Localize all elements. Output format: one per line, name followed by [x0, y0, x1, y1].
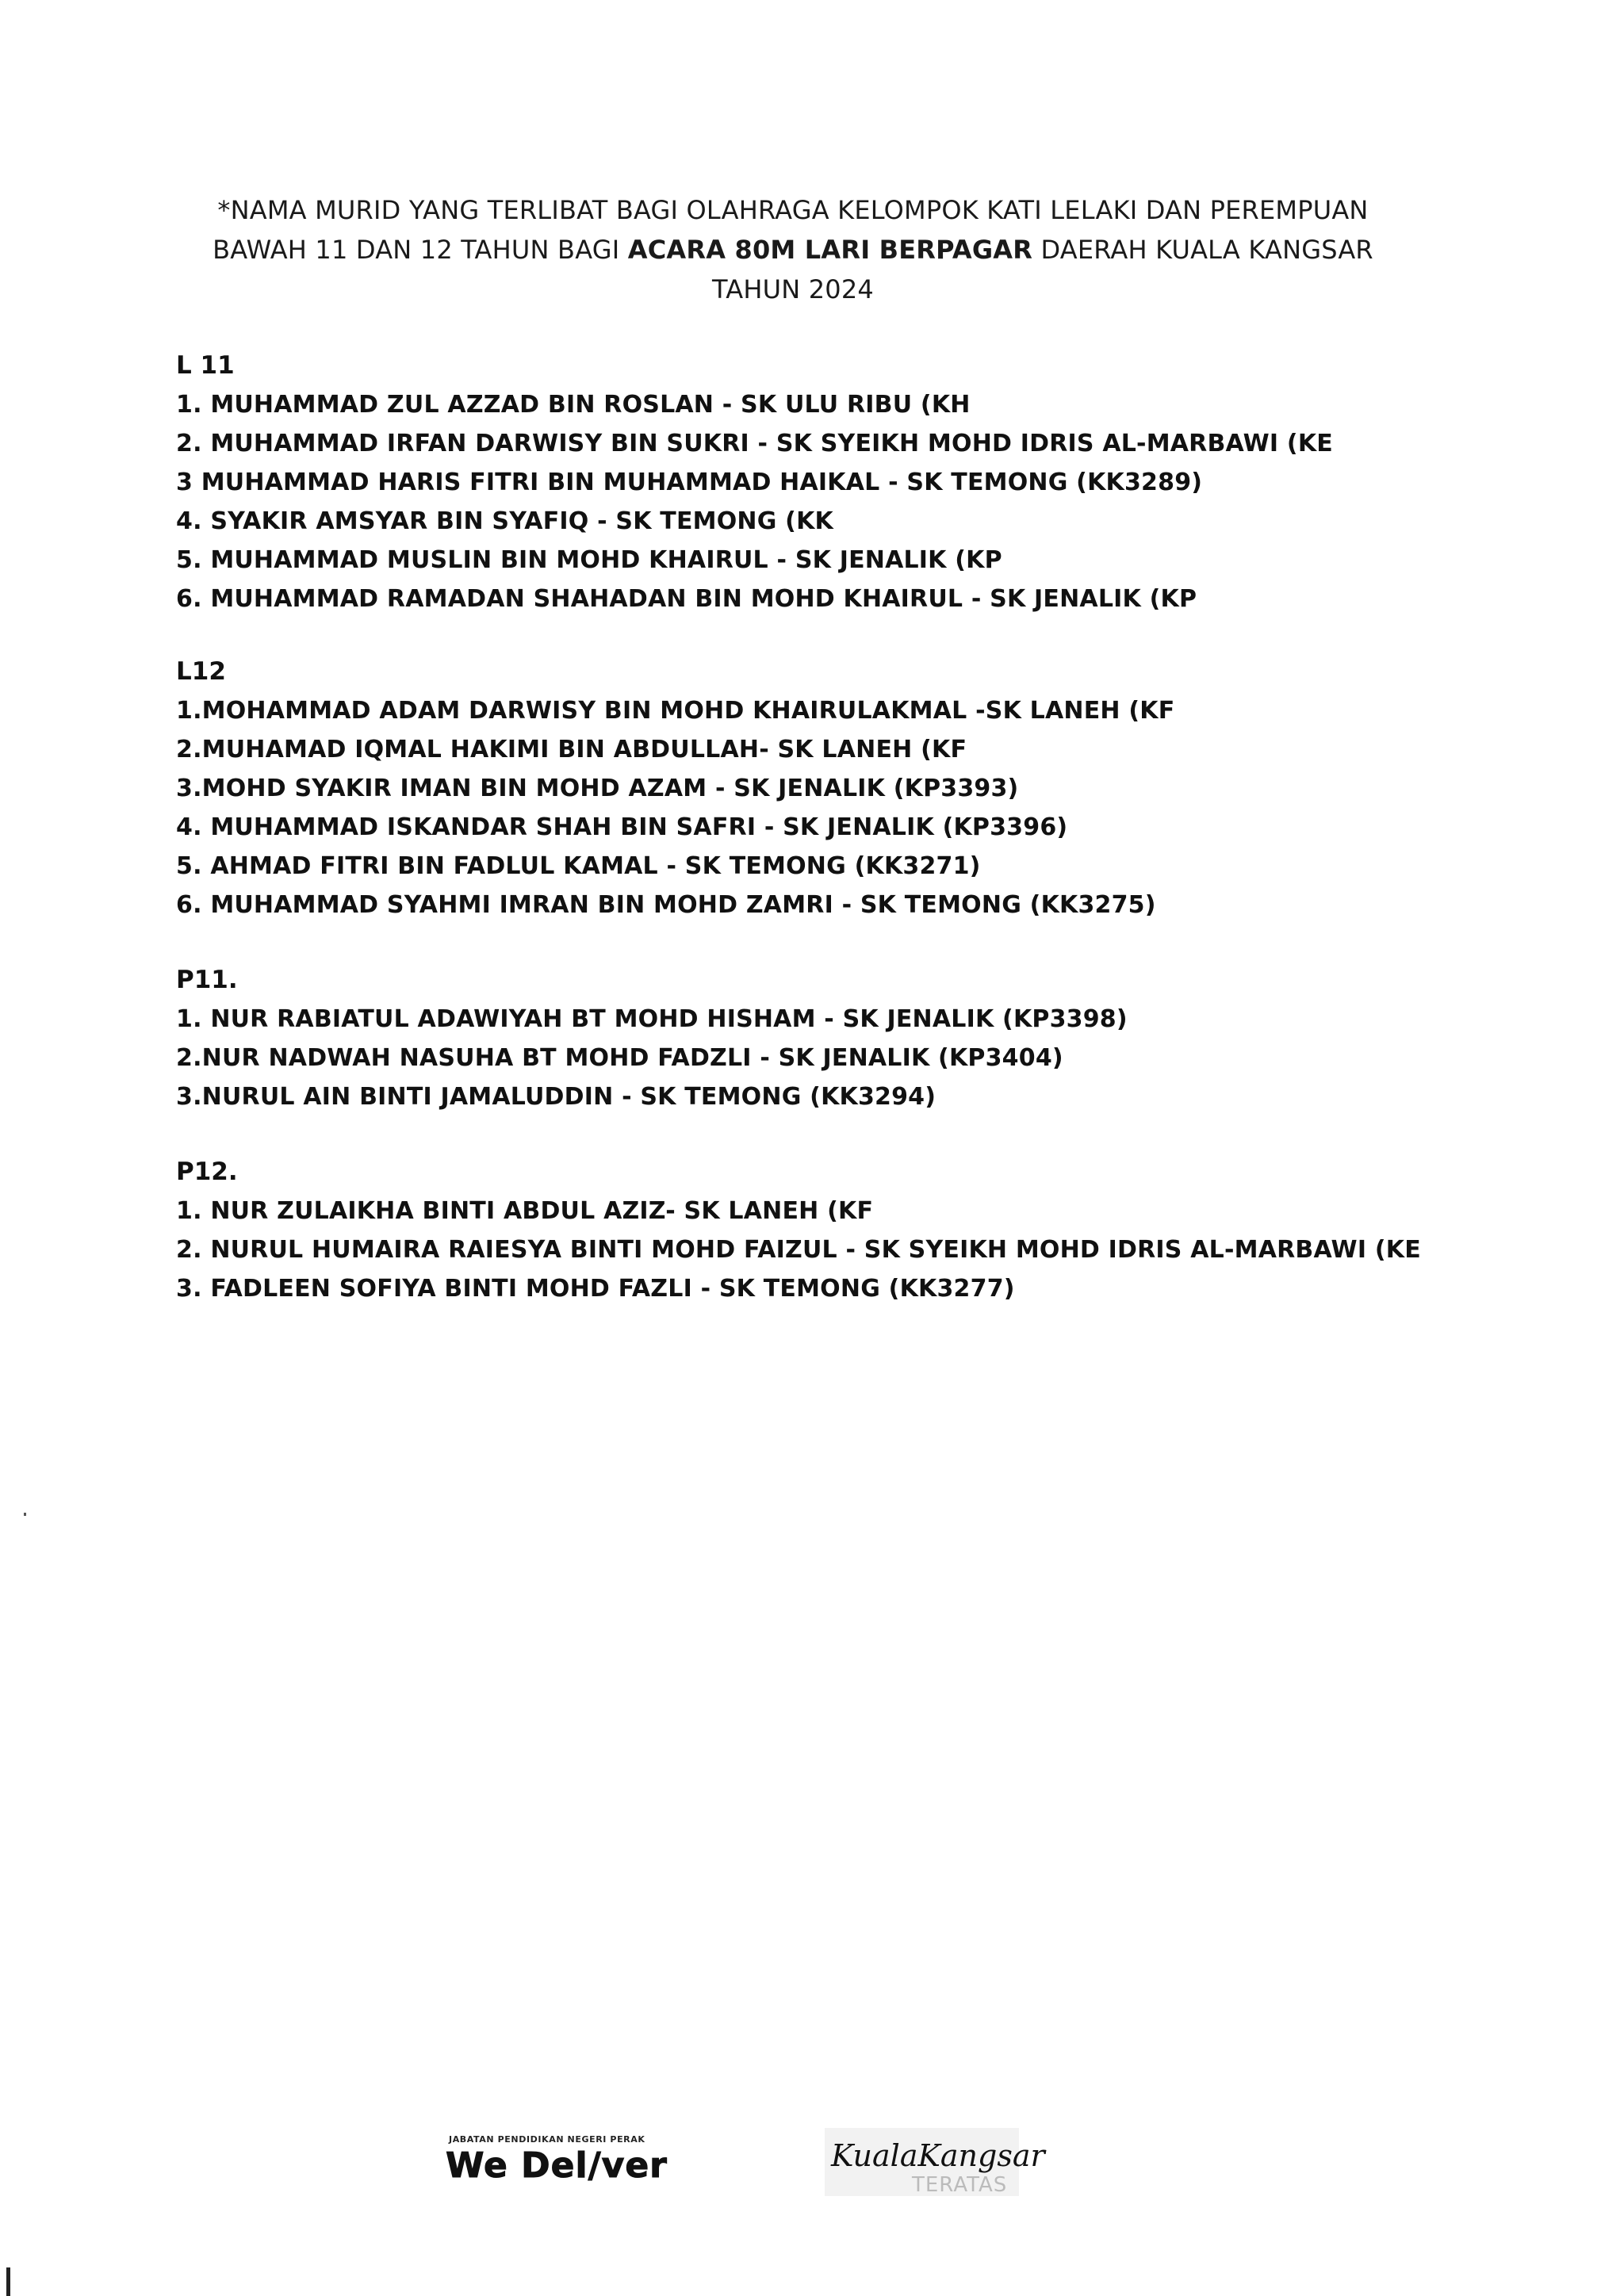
list-item: 1.MOHAMMAD ADAM DARWISY BIN MOHD KHAIRULAKMAL -SK LANEH (KF [176, 697, 1175, 725]
jpn-logo-main-text: We Del/ver [446, 2145, 668, 2186]
list-item: 4. SYAKIR AMSYAR BIN SYAFIQ - SK TEMONG (KK [176, 507, 833, 535]
group-title: P11. [176, 966, 238, 994]
list-item: 6. MUHAMMAD RAMADAN SHAHADAN BIN MOHD KHAIRUL - SK JENALIK (KP [176, 585, 1197, 613]
list-item: 3. FADLEEN SOFIYA BINTI MOHD FAZLI - SK TEMONG (KK3277) [176, 1275, 1015, 1303]
header-line-2 [159, 230, 1427, 270]
group-title: L12 [176, 657, 226, 686]
list-item: 1. NUR RABIATUL ADAWIYAH BT MOHD HISHAM - SK JENALIK (KP3398) [176, 1005, 1128, 1033]
header-line-2-post: DAERAH KUALA KANGSAR [1032, 235, 1373, 265]
document-header [159, 190, 1427, 309]
group-p12 [176, 1153, 1524, 1308]
kuala-kangsar-teratas-logo [825, 2125, 1045, 2198]
scan-speck [24, 1513, 26, 1516]
header-line-1: *NAMA MURID YANG TERLIBAT BAGI OLAHRAGA KELOMPOK KATI LELAKI DAN PEREMPUAN [217, 195, 1369, 225]
group-title: L 11 [176, 351, 235, 380]
list-item: 2.MUHAMAD IQMAL HAKIMI BIN ABDULLAH- SK LANEH (KF [176, 736, 967, 763]
kk-logo-sub-text: TERATAS [912, 2173, 1008, 2197]
group-l11 [176, 346, 1524, 618]
kk-logo-script-text: KualaKangsar [831, 2138, 1045, 2173]
list-item: 3.NURUL AIN BINTI JAMALUDDIN - SK TEMONG (KK3294) [176, 1083, 936, 1111]
list-item: 3 MUHAMMAD HARIS FITRI BIN MUHAMMAD HAIKAL - SK TEMONG (KK3289) [176, 469, 1203, 496]
list-item: 4. MUHAMMAD ISKANDAR SHAH BIN SAFRI - SK JENALIK (KP3396) [176, 813, 1068, 841]
list-item: 1. MUHAMMAD ZUL AZZAD BIN ROSLAN - SK ULU RIBU (KH [176, 391, 971, 419]
list-item: 2. MUHAMMAD IRFAN DARWISY BIN SUKRI - SK SYEIKH MOHD IDRIS AL-MARBAWI (KE [176, 430, 1333, 457]
jpn-logo-small-text: JABATAN PENDIDIKAN NEGERI PERAK [449, 2134, 645, 2145]
list-item: 5. AHMAD FITRI BIN FADLUL KAMAL - SK TEMONG (KK3271) [176, 852, 981, 880]
list-item: 2.NUR NADWAH NASUHA BT MOHD FADZLI - SK JENALIK (KP3404) [176, 1044, 1063, 1072]
group-p11 [176, 961, 1524, 1116]
list-item: 3.MOHD SYAKIR IMAN BIN MOHD AZAM - SK JENALIK (KP3393) [176, 775, 1019, 802]
footer-logos [444, 2125, 1047, 2204]
header-line-3: TAHUN 2024 [712, 274, 874, 304]
group-title: P12. [176, 1158, 238, 1186]
scan-speck [6, 2267, 10, 2296]
list-item: 5. MUHAMMAD MUSLIN BIN MOHD KHAIRUL - SK JENALIK (KP [176, 546, 1002, 574]
jpn-we-deliver-logo [444, 2130, 753, 2185]
header-line-2-pre: BAWAH 11 DAN 12 TAHUN BAGI [213, 235, 628, 265]
group-l12 [176, 652, 1524, 924]
list-item: 6. MUHAMMAD SYAHMI IMRAN BIN MOHD ZAMRI - SK TEMONG (KK3275) [176, 891, 1156, 919]
list-item: 1. NUR ZULAIKHA BINTI ABDUL AZIZ- SK LANEH (KF [176, 1197, 874, 1225]
header-event-name: ACARA 80M LARI BERPAGAR [627, 235, 1033, 265]
list-item: 2. NURUL HUMAIRA RAIESYA BINTI MOHD FAIZUL - SK SYEIKH MOHD IDRIS AL-MARBAWI (KE [176, 1236, 1421, 1264]
